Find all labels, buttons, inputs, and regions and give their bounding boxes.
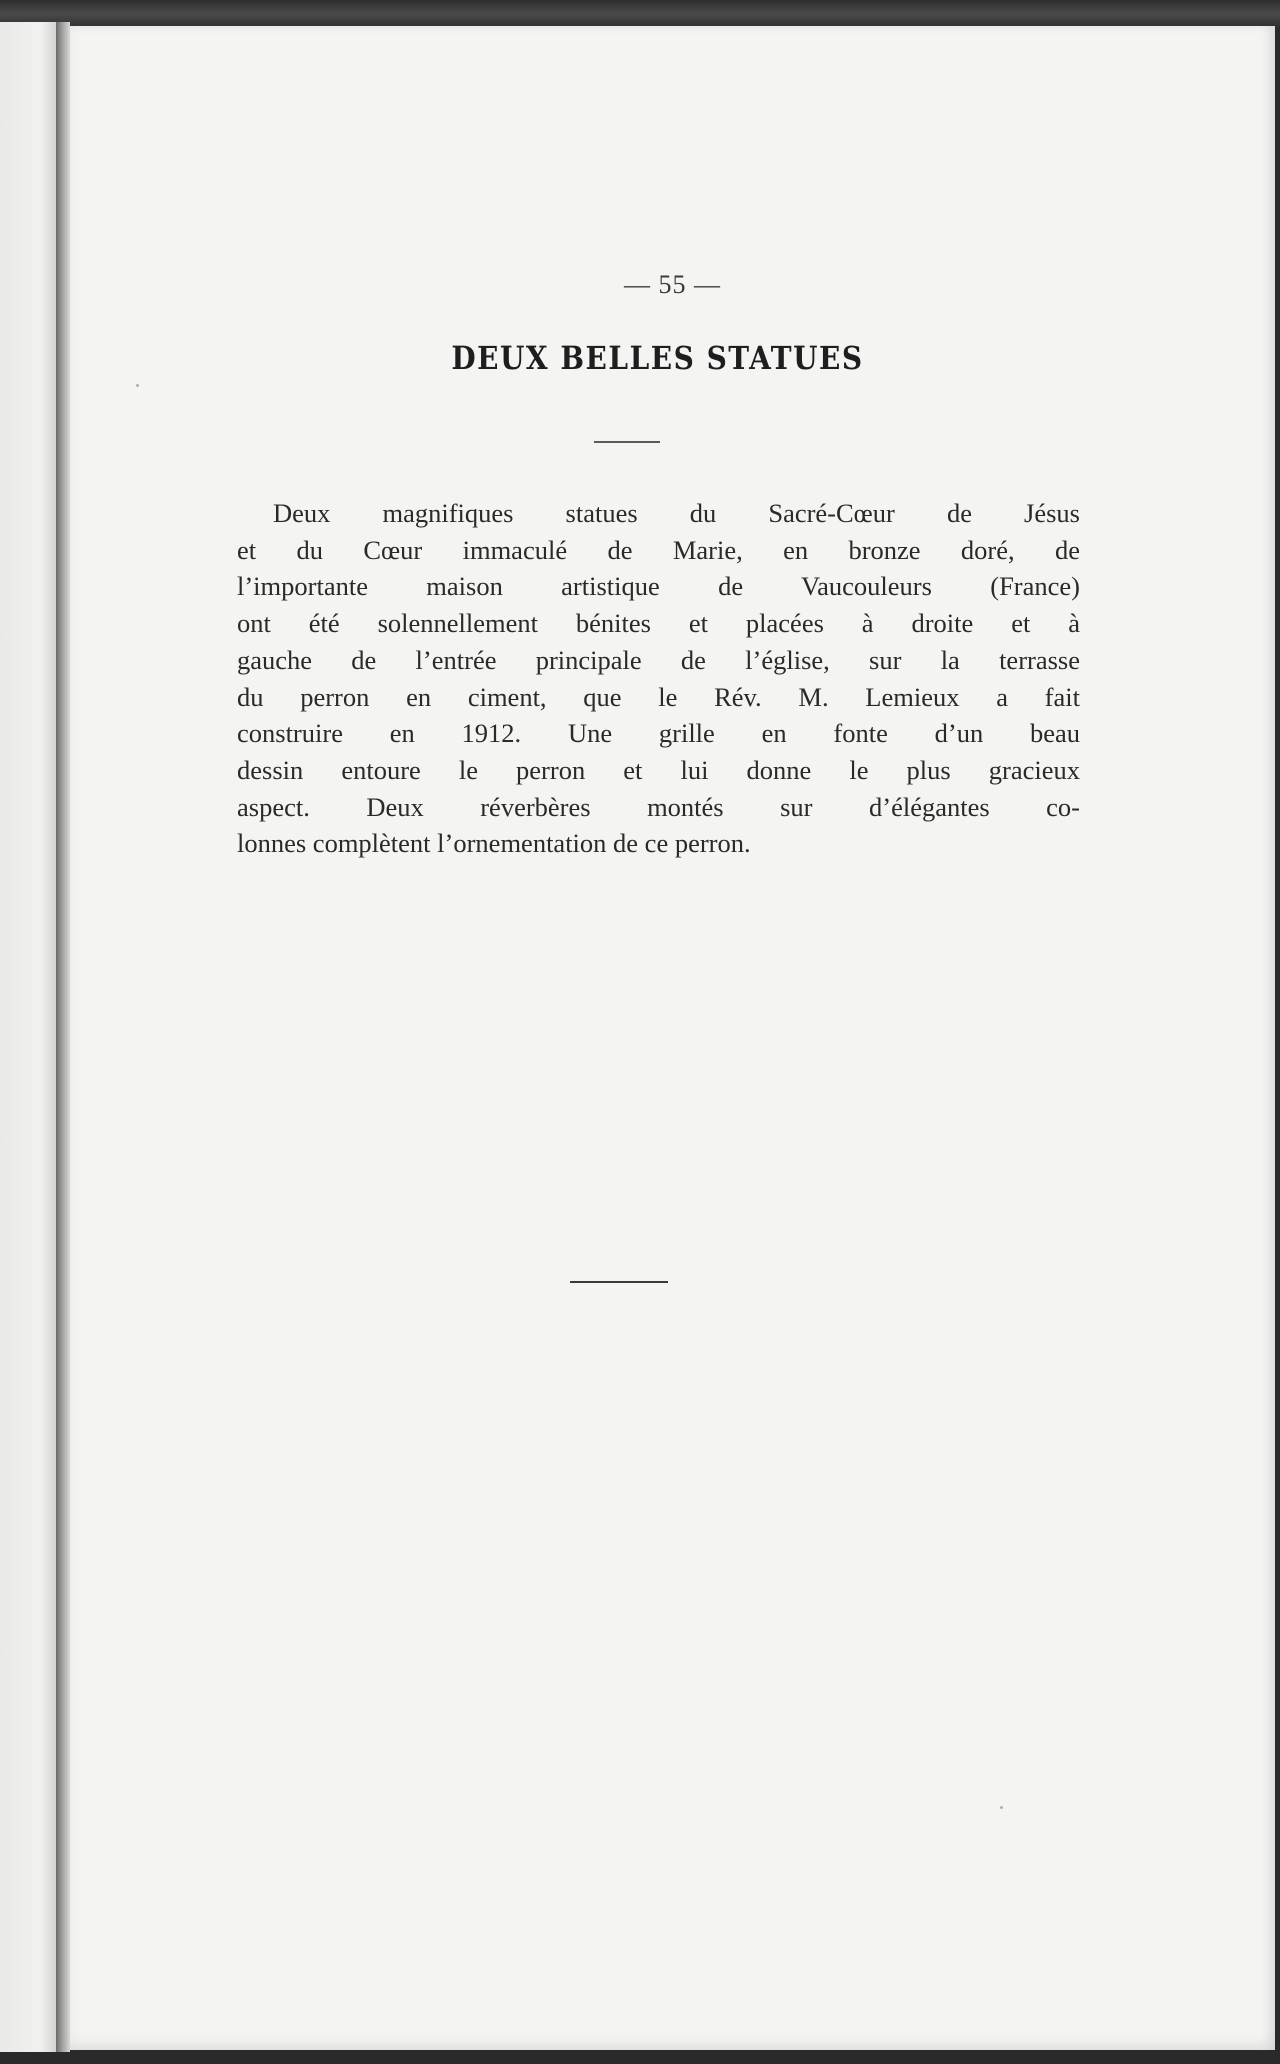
body-paragraph — [237, 495, 1080, 862]
paper-speck — [1000, 1806, 1003, 1809]
paragraph-line: lonnes complètent l’ornementation de ce perron. — [237, 828, 751, 859]
paragraph-line: Deux magnifiques statues du Sacré-Cœur de Jésus — [273, 498, 1080, 528]
paragraph-line: du perron en ciment, que le Rév. M. Lemieux a fait — [237, 681, 1080, 712]
chapter-title: DEUX BELLES STATUES — [451, 340, 864, 377]
facing-page-edge — [0, 22, 58, 2052]
title-divider — [594, 441, 660, 443]
paragraph-line: construire en 1912. Une grille en fonte d’un beau — [237, 718, 1080, 749]
paragraph-line: l’importante maison artistique de Vaucouleurs (France) — [237, 571, 1080, 602]
end-divider — [570, 1281, 668, 1283]
book-spine-shadow — [56, 22, 70, 2052]
page-number: — 55 — — [624, 270, 721, 299]
paragraph-line: ont été solennellement bénites et placées à droite et à — [237, 608, 1080, 639]
paragraph-line: et du Cœur immaculé de Marie, en bronze doré, de — [237, 534, 1080, 565]
paragraph-line: aspect. Deux réverbères montés sur d’élégantes co- — [237, 791, 1080, 822]
book-page — [70, 26, 1275, 2050]
paragraph-line: gauche de l’entrée principale de l’église, sur la terrasse — [237, 644, 1080, 675]
paper-speck — [136, 384, 139, 387]
paragraph-line: dessin entoure le perron et lui donne le plus gracieux — [237, 754, 1080, 785]
